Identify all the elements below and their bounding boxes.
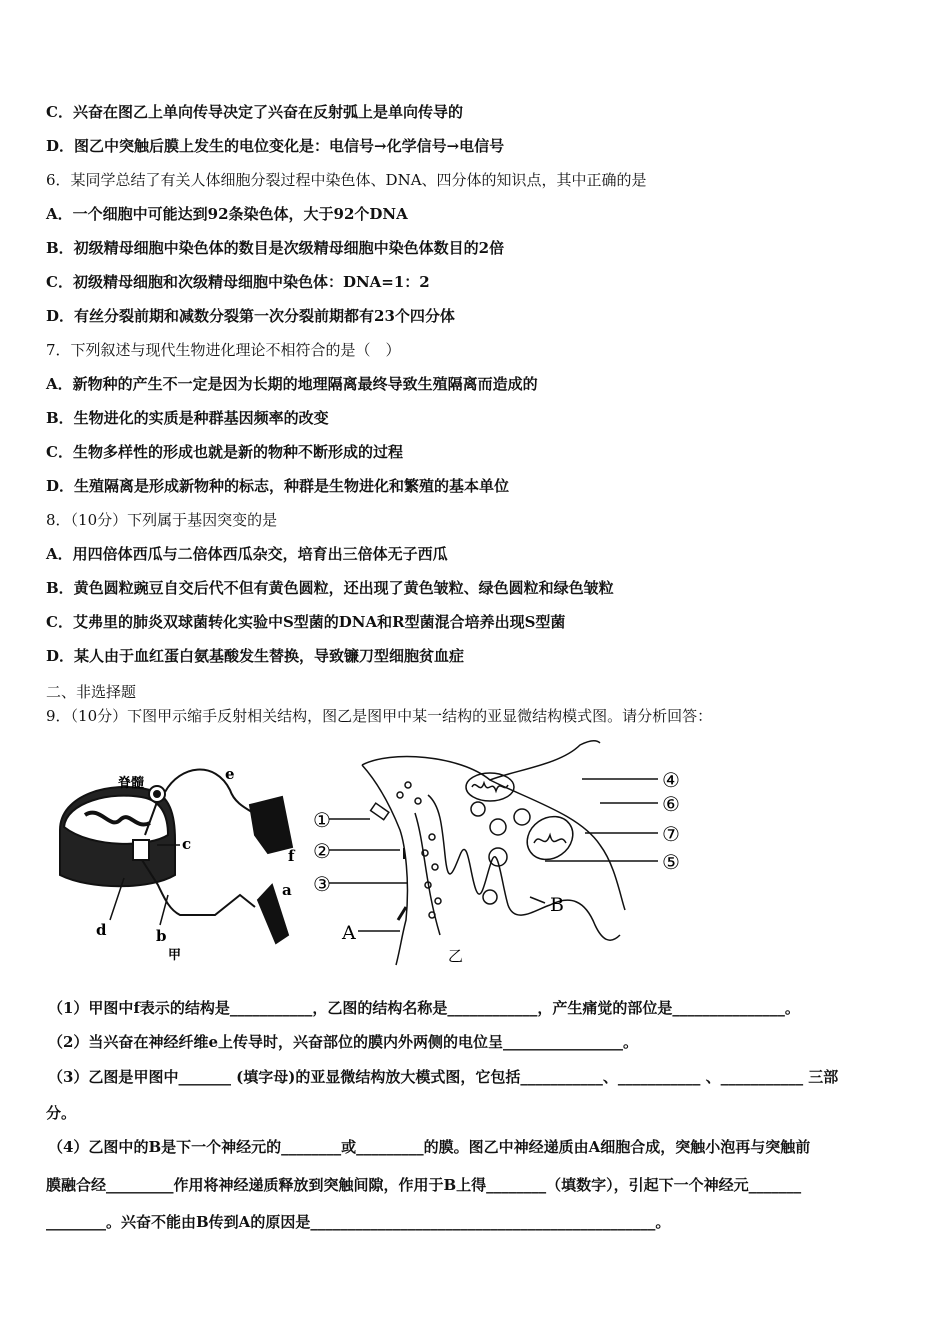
option-5c: C．兴奋在图乙上单向传导决定了兴奋在反射弧上是单向传导的 bbox=[46, 103, 463, 121]
sub-question-1: （1）甲图中f表示的结构是___________，乙图的结构名称是____________，产生痛觉的部位是_______________。 bbox=[48, 999, 800, 1017]
num-7: ⑦ bbox=[662, 822, 680, 846]
option-7b: B．生物进化的实质是种群基因频率的改变 bbox=[46, 409, 329, 427]
option-6d: D．有丝分裂前期和减数分裂第一次分裂前期都有23个四分体 bbox=[46, 307, 455, 325]
vesicle bbox=[483, 890, 497, 904]
vesicle-fusion bbox=[371, 803, 389, 820]
question-6: 6．某同学总结了有关人体细胞分裂过程中染色体、DNA、四分体的知识点，其中正确的是 bbox=[46, 171, 647, 189]
question-7: 7．下列叙述与现代生物进化理论不相符合的是（ ） bbox=[46, 341, 401, 359]
reflex-figure bbox=[40, 735, 700, 970]
sub-question-4: （4）乙图中的B是下一个神经元的________或_________的膜。图乙中神经递质由A细胞合成，突触小泡再与突触前 bbox=[48, 1138, 811, 1156]
option-5d: D．图乙中突触后膜上发生的电位变化是：电信号→化学信号→电信号 bbox=[46, 137, 505, 155]
figure-yi bbox=[329, 741, 658, 965]
vesicle bbox=[490, 819, 506, 835]
label-B: B bbox=[550, 894, 564, 916]
synapse-box bbox=[133, 840, 149, 860]
sensory-neuron-e bbox=[165, 770, 260, 817]
sub-question-3-cont: 分。 bbox=[46, 1104, 77, 1122]
label-a: a bbox=[282, 881, 292, 899]
sub-question-4-cont1: 膜融合经_________作用将神经递质释放到突触间隙，作用于B上得________（填数字），引起下一个神经元_______ bbox=[46, 1176, 802, 1194]
num-5: ⑤ bbox=[662, 850, 680, 874]
option-6b: B．初级精母细胞中染色体的数目是次级精母细胞中染色体数目的2倍 bbox=[46, 239, 505, 257]
yi-left-numbers bbox=[313, 808, 331, 896]
question-9: 9．（10分）下图甲示缩手反射相关结构，图乙是图甲中某一结构的亚显微结构模式图。请分析回答： bbox=[46, 707, 713, 725]
num-1: ① bbox=[313, 808, 331, 832]
mitochondrion-2 bbox=[519, 808, 581, 868]
vesicle bbox=[514, 809, 530, 825]
sub-question-3: （3）乙图是甲图中_______ (填字母)的亚显微结构放大模式图，它包括___________、___________ 、___________ 三部 bbox=[48, 1068, 839, 1086]
spinal-label: 脊髓 bbox=[118, 776, 145, 791]
label-A: A bbox=[342, 922, 356, 944]
label-e: e bbox=[225, 765, 235, 783]
postsynaptic-membrane bbox=[428, 795, 620, 940]
option-8a: A．用四倍体西瓜与二倍体西瓜杂交，培育出三倍体无子西瓜 bbox=[46, 545, 448, 563]
num-3: ③ bbox=[313, 872, 331, 896]
skin-f bbox=[250, 797, 292, 853]
caption-jia: 甲 bbox=[168, 948, 182, 963]
option-7d: D．生殖隔离是形成新物种的标志，种群是生物进化和繁殖的基本单位 bbox=[46, 477, 510, 495]
label-b: b bbox=[156, 927, 167, 945]
option-8b: B．黄色圆粒豌豆自交后代不但有黄色圆粒，还出现了黄色皱粒、绿色圆粒和绿色皱粒 bbox=[46, 579, 614, 597]
option-8d: D．某人由于血红蛋白氨基酸发生替换，导致镰刀型细胞贫血症 bbox=[46, 647, 465, 665]
option-7a: A．新物种的产生不一定是因为长期的地理隔离最终导致生殖隔离而造成的 bbox=[46, 375, 538, 393]
option-7c: C．生物多样性的形成也就是新的物种不断形成的过程 bbox=[46, 443, 403, 461]
figure-jia bbox=[60, 770, 292, 943]
sub-question-4-cont2: ________。兴奋不能由B传到A的原因是______________________________________________。 bbox=[46, 1213, 671, 1231]
option-6a: A．一个细胞中可能达到92条染色体，大于92个DNA bbox=[46, 205, 408, 223]
yi-right-numbers bbox=[662, 768, 680, 874]
option-8c: C．艾弗里的肺炎双球菌转化实验中S型菌的DNA和R型菌混合培养出现S型菌 bbox=[46, 613, 566, 631]
caption-yi: 乙 bbox=[448, 947, 464, 965]
label-d: d bbox=[96, 921, 107, 939]
sub-question-2: （2）当兴奋在神经纤维e上传导时，兴奋部位的膜内外两侧的电位呈________________。 bbox=[48, 1033, 638, 1051]
section-heading: 二、非选择题 bbox=[46, 683, 137, 701]
num-2: ② bbox=[313, 839, 331, 863]
option-6c: C．初级精母细胞和次级精母细胞中染色体：DNA=1：2 bbox=[46, 273, 430, 291]
label-f: f bbox=[288, 847, 295, 865]
num-4: ④ bbox=[662, 768, 680, 792]
num-6: ⑥ bbox=[662, 792, 680, 816]
vesicle bbox=[471, 802, 485, 816]
question-8: 8．（10分）下列属于基因突变的是 bbox=[46, 511, 278, 529]
label-c: c bbox=[182, 835, 192, 853]
figure-svg bbox=[40, 735, 700, 970]
